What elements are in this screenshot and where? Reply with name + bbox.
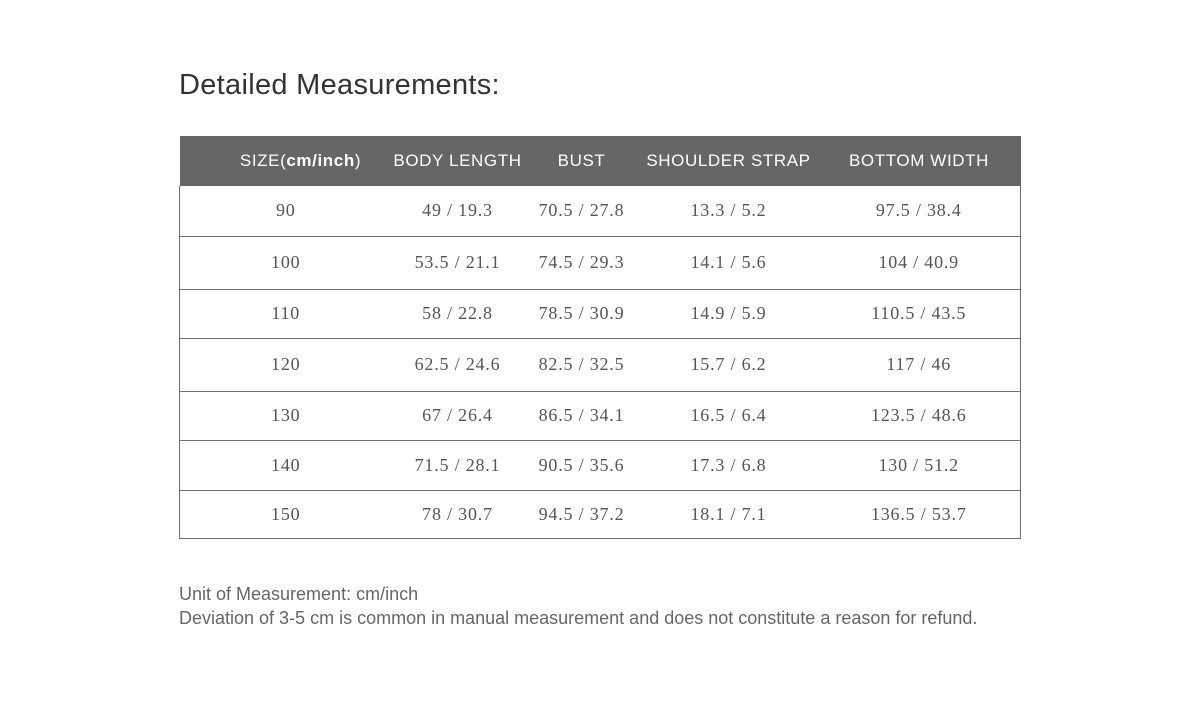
body-length-cell: 53.5 / 21.1 <box>414 252 501 272</box>
size-chart-table <box>179 136 1021 539</box>
table-row <box>180 289 1021 338</box>
header-size-suffix: ) <box>354 151 362 170</box>
header-shoulder-strap: SHOULDER STRAP <box>646 151 811 170</box>
shoulder-strap-cell: 15.7 / 6.2 <box>690 354 767 374</box>
table-row <box>180 186 1021 236</box>
header-bust: BUST <box>557 151 606 170</box>
table-row <box>180 338 1021 391</box>
bottom-width-cell: 117 / 46 <box>886 354 952 374</box>
shoulder-strap-cell: 13.3 / 5.2 <box>690 200 767 221</box>
size-cell: 120 <box>271 354 301 374</box>
header-size-prefix: SIZE( <box>239 151 287 170</box>
size-cell: 110 <box>271 303 301 323</box>
header-body-length: BODY LENGTH <box>393 151 522 170</box>
header-size-unit: cm/inch <box>286 151 355 170</box>
size-cell: 100 <box>271 252 301 272</box>
size-cell: 90 <box>275 200 296 221</box>
header-bottom-width: BOTTOM WIDTH <box>848 151 990 170</box>
table-header <box>180 136 1021 186</box>
table-body <box>180 186 1021 538</box>
body-length-cell: 58 / 22.8 <box>422 303 493 323</box>
table-row <box>180 391 1021 440</box>
body-length-cell: 78 / 30.7 <box>422 503 493 524</box>
deviation-note: Deviation of 3-5 cm is common in manual measurement and does not constitute a reason for refund. <box>179 608 978 628</box>
bust-cell: 94.5 / 37.2 <box>538 503 625 524</box>
shoulder-strap-cell: 16.5 / 6.4 <box>690 405 767 425</box>
size-cell: 150 <box>271 503 301 524</box>
table-row <box>180 236 1021 289</box>
measurement-notes <box>179 582 977 630</box>
bust-cell: 70.5 / 27.8 <box>538 200 625 221</box>
bust-cell: 90.5 / 35.6 <box>538 454 625 475</box>
bottom-width-cell: 110.5 / 43.5 <box>871 303 967 323</box>
shoulder-strap-cell: 14.9 / 5.9 <box>690 303 767 323</box>
bust-cell: 74.5 / 29.3 <box>538 252 625 272</box>
body-length-cell: 49 / 19.3 <box>422 200 493 221</box>
bottom-width-cell: 104 / 40.9 <box>878 252 959 272</box>
table-row <box>180 490 1021 538</box>
shoulder-strap-cell: 14.1 / 5.6 <box>690 252 767 272</box>
header-size-label <box>240 151 361 171</box>
table-header-row <box>180 136 1021 186</box>
shoulder-strap-cell: 18.1 / 7.1 <box>690 503 767 524</box>
shoulder-strap-cell: 17.3 / 6.8 <box>690 454 767 475</box>
bottom-width-cell: 123.5 / 48.6 <box>870 405 967 425</box>
table-row <box>180 440 1021 490</box>
bust-cell: 78.5 / 30.9 <box>538 303 625 323</box>
unit-note: Unit of Measurement: cm/inch <box>179 584 419 604</box>
body-length-cell: 71.5 / 28.1 <box>414 454 501 475</box>
size-cell: 130 <box>271 405 301 425</box>
header-size <box>180 136 392 186</box>
bottom-width-cell: 136.5 / 53.7 <box>870 503 967 524</box>
body-length-cell: 67 / 26.4 <box>422 405 493 425</box>
bottom-width-cell: 97.5 / 38.4 <box>875 200 962 221</box>
bottom-width-cell: 130 / 51.2 <box>878 454 959 475</box>
bust-cell: 82.5 / 32.5 <box>538 354 625 374</box>
size-cell: 140 <box>271 454 301 475</box>
page-title: Detailed Measurements: <box>179 69 500 101</box>
body-length-cell: 62.5 / 24.6 <box>414 354 501 374</box>
bust-cell: 86.5 / 34.1 <box>538 405 625 425</box>
